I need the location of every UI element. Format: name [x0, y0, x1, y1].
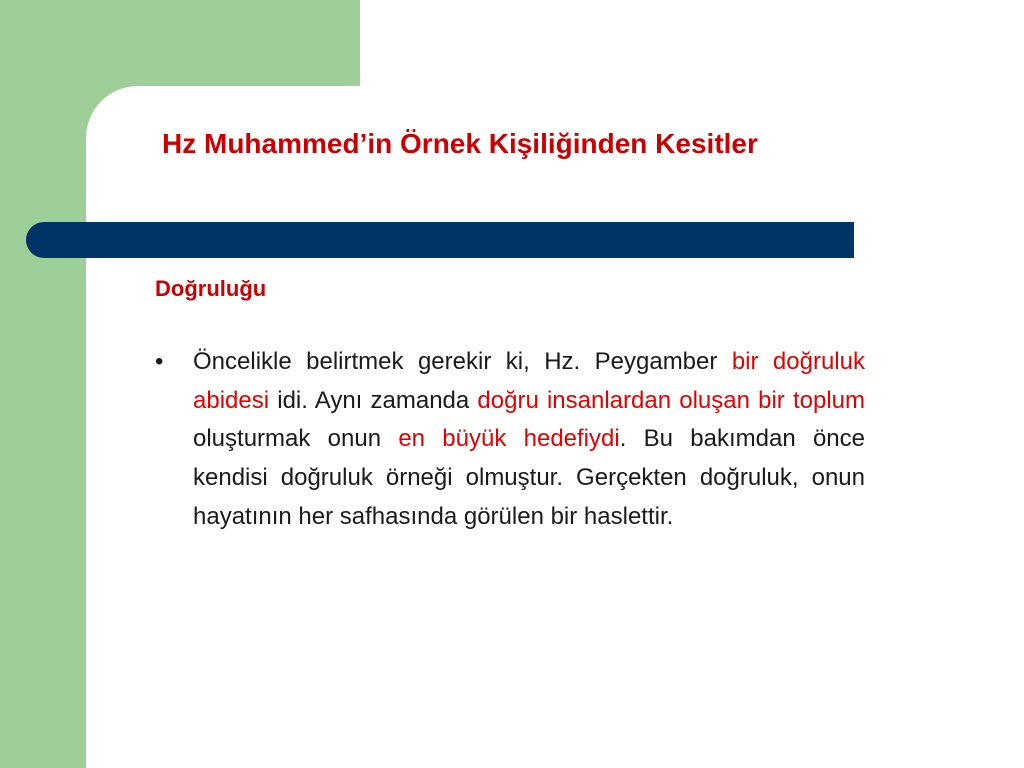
bullet-list-item — [155, 343, 865, 537]
highlighted-phrase: en büyük hedefiydi — [398, 425, 620, 453]
section-heading: Doğruluğu — [155, 276, 267, 301]
highlighted-phrase: doğru insanlardan oluşan bir toplum — [477, 386, 865, 414]
highlighted-phrase: bir doğruluk abidesi — [193, 348, 865, 414]
paragraph-segment: idi. Aynı zamanda — [269, 386, 478, 414]
slide-title: Hz Muhammed’in Örnek Kişiliğinden Kesitler — [162, 128, 758, 159]
bullet-point: • — [155, 348, 164, 375]
bullet-paragraph — [193, 343, 865, 537]
title-divider-bar — [26, 222, 854, 258]
paragraph-segment: . Bu bakımdan önce kendisi doğruluk örneği olmuştur. Gerçekten doğruluk, onun hayatının her safhasında görülen bir haslettir. — [193, 425, 865, 530]
paragraph-segment: oluşturmak onun — [193, 425, 399, 453]
paragraph-segment: Öncelikle belirtmek gerekir ki, Hz. Peygamber — [193, 348, 732, 375]
